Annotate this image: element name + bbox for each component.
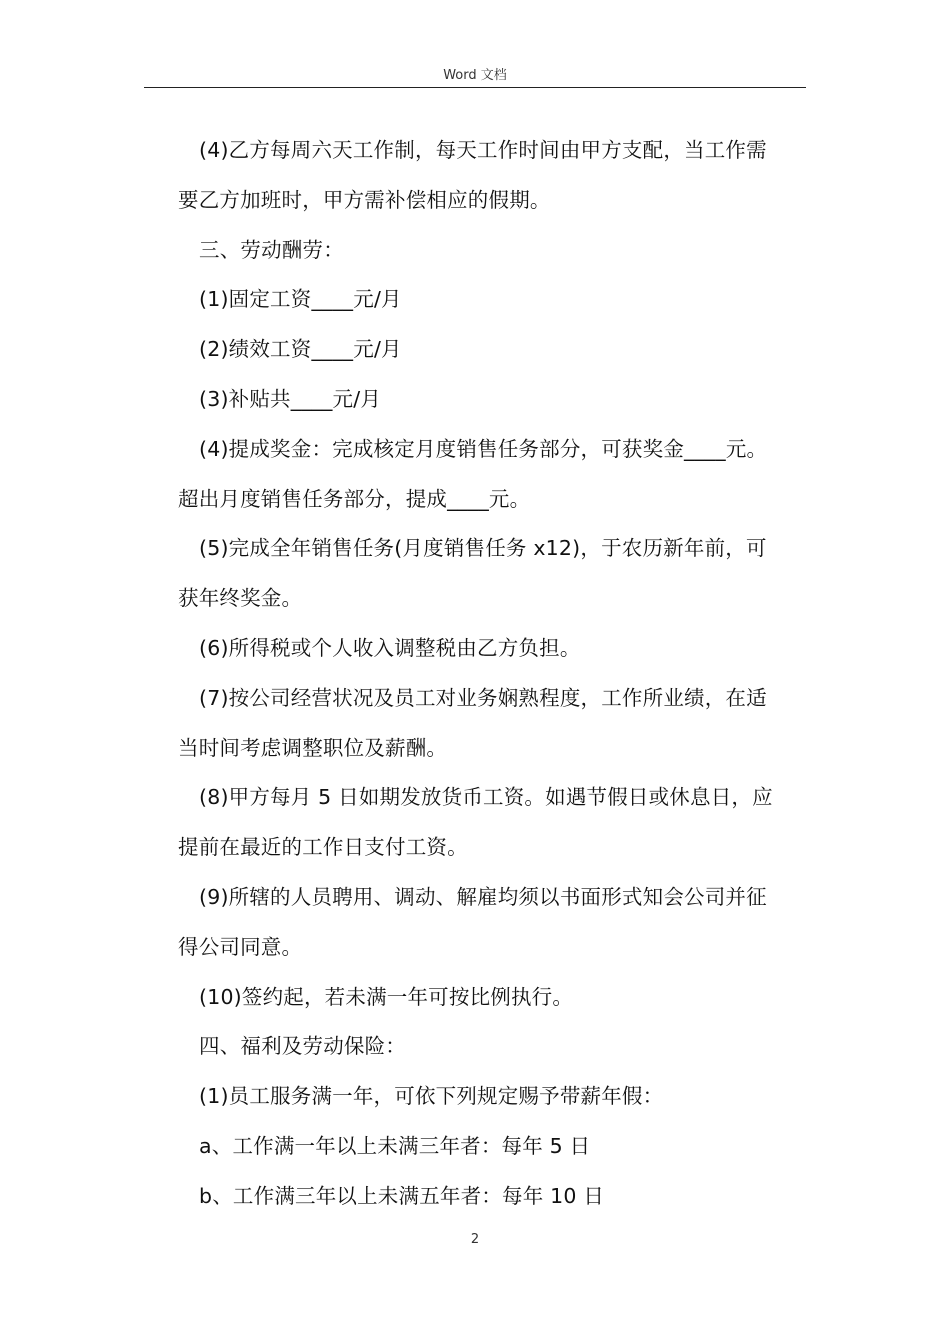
- paragraph-line: 提前在最近的工作日支付工资。: [178, 835, 468, 860]
- paragraph-line: a、工作满一年以上未满三年者：每年 5 日: [199, 1133, 591, 1158]
- paragraph-line: 当时间考虑调整职位及薪酬。: [178, 735, 448, 760]
- paragraph-line: (2)绩效工资____元/月: [199, 337, 402, 362]
- page-number: 2: [470, 1232, 480, 1247]
- paragraph-line: (8)甲方每月 5 日如期发放货币工资。如遇节假日或休息日，应: [199, 785, 773, 810]
- paragraph-line: 超出月度销售任务部分，提成____元。: [178, 486, 531, 511]
- paragraph-line: (3)补贴共____元/月: [199, 386, 382, 411]
- paragraph-line: (4)提成奖金：完成核定月度销售任务部分，可获奖金____元。: [199, 436, 768, 461]
- paragraph-line: (6)所得税或个人收入调整税由乙方负担。: [199, 635, 581, 660]
- paragraph-line: (7)按公司经营状况及员工对业务娴熟程度，工作所业绩，在适: [199, 685, 767, 710]
- paragraph-line: 四、福利及劳动保险：: [199, 1034, 406, 1059]
- paragraph-line: (5)完成全年销售任务(月度销售任务 x12)，于农历新年前，可: [199, 536, 767, 561]
- paragraph-line: (1)固定工资____元/月: [199, 287, 402, 312]
- paragraph-line: 获年终奖金。: [178, 586, 303, 611]
- page-header-title: Word 文档: [443, 68, 507, 83]
- paragraph-line: b、工作满三年以上未满五年者：每年 10 日: [199, 1183, 605, 1208]
- paragraph-line: (1)员工服务满一年，可依下列规定赐予带薪年假：: [199, 1084, 664, 1109]
- paragraph-line: (9)所辖的人员聘用、调动、解雇均须以书面形式知会公司并征: [199, 884, 767, 909]
- paragraph-line: 要乙方加班时，甲方需补偿相应的假期。: [178, 187, 551, 212]
- header-divider: [144, 87, 806, 88]
- paragraph-line: 三、劳动酬劳：: [199, 237, 344, 262]
- document-body: [178, 126, 806, 1222]
- paragraph-line: 得公司同意。: [178, 934, 303, 959]
- paragraph-line: (4)乙方每周六天工作制，每天工作时间由甲方支配，当工作需: [199, 138, 767, 162]
- paragraph-line: (10)签约起，若未满一年可按比例执行。: [199, 984, 574, 1009]
